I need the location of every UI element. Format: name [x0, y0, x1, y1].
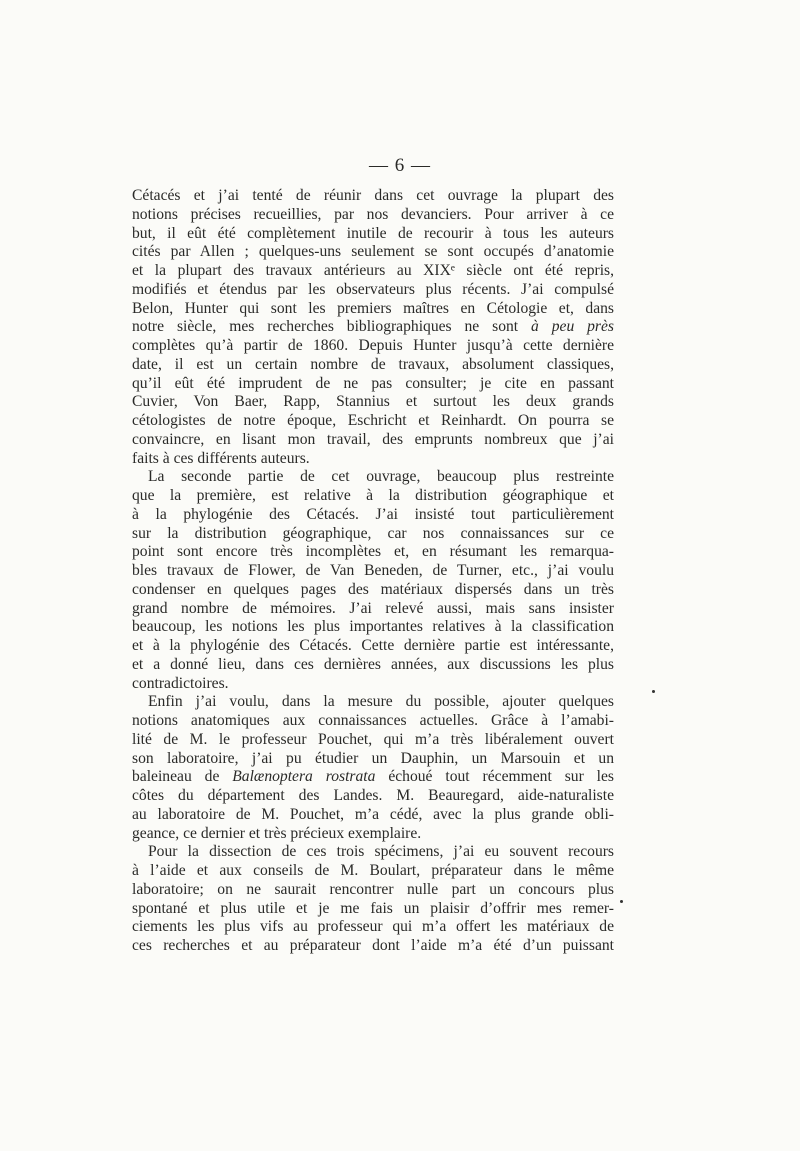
text-line [132, 262, 614, 281]
text-line [132, 918, 614, 937]
line-italic-text: Balænoptera rostrata [232, 768, 376, 786]
line-text: côtes du département des Landes. M. Beauregard, aide-naturaliste [132, 787, 614, 804]
line-text: que la première, est relative à la distribution géographique et [132, 487, 614, 504]
text-line [132, 806, 614, 825]
line-text: notre siècle, mes recherches bibliographiques ne sont [132, 318, 519, 336]
text-line [132, 600, 614, 619]
line-text: lité de M. le professeur Pouchet, qui m’a très libéralement ouvert [132, 730, 614, 748]
line-text: notions précises recueillies, par nos devanciers. Pour arriver à ce [132, 205, 614, 223]
line-text: bles travaux de Flower, de Van Beneden, de Turner, etc., j’ai voulu [132, 562, 614, 579]
text-line [132, 693, 614, 712]
text-line [132, 506, 614, 525]
text-line [132, 412, 614, 431]
text-line [132, 581, 614, 600]
line-text: ciements les plus vifs au professeur qui m’a offert les matériaux de [132, 918, 614, 936]
page-number: — 6 — [369, 155, 431, 176]
text-line [132, 487, 614, 506]
text-line [132, 712, 614, 731]
line-text: notions anatomiques aux connaissances actuelles. Grâce à l’amabi- [132, 712, 614, 729]
text-line [132, 843, 614, 862]
line-text: Pour la dissection de ces trois spécimens, j’ai eu souvent recours [148, 843, 614, 861]
text-line [132, 543, 614, 562]
line-text: grand nombre de mémoires. J’ai relevé aussi, mais sans insister [132, 599, 614, 617]
line-text: qu’il eût été imprudent de ne pas consulter; je cite en passant [132, 374, 614, 392]
text-line [132, 281, 614, 300]
text-line [132, 468, 614, 487]
body-text [132, 187, 614, 956]
line-text: Cuvier, Von Baer, Rapp, Stannius et surtout les deux grands [132, 393, 614, 411]
line-text: complètes qu’à partir de 1860. Depuis Hunter jusqu’à cette dernière [132, 337, 614, 354]
line-text: La seconde partie de cet ouvrage, beaucoup plus restreinte [148, 468, 614, 486]
line-text: but, il eût été complètement inutile de recourir à tous les auteurs [132, 224, 614, 242]
line-text: son laboratoire, j’ai pu étudier un Dauphin, un Marsouin et un [132, 749, 614, 767]
line-text-after: échoué tout récemment sur les [388, 768, 614, 786]
text-line [132, 675, 614, 694]
text-line [132, 243, 614, 262]
text-line [132, 525, 614, 544]
text-line [132, 562, 614, 581]
text-line [132, 618, 614, 637]
text-line [132, 937, 614, 956]
line-text: sur la distribution géographique, car nos connaissances sur ce [132, 524, 614, 542]
text-line [132, 450, 614, 469]
text-line [132, 393, 614, 412]
line-text: et à la phylogénie des Cétacés. Cette dernière partie est intéressante, [132, 637, 614, 654]
text-line [132, 656, 614, 675]
line-text: cétologistes de notre époque, Eschricht et Reinhardt. On pourra se [132, 412, 614, 429]
line-italic-text: à peu près [531, 318, 614, 336]
line-text: contradictoires. [132, 674, 229, 692]
line-text: laboratoire; on ne saurait rencontrer nulle part un concours plus [132, 880, 614, 898]
line-text: geance, ce dernier et très précieux exemplaire. [132, 824, 422, 842]
text-line [132, 768, 614, 787]
speck-mark [620, 900, 623, 903]
line-text: condenser en quelques pages des matériaux dispersés dans un très [132, 580, 614, 598]
line-text: à l’aide et aux conseils de M. Boulart, préparateur dans le même [132, 862, 614, 879]
text-line [132, 225, 614, 244]
text-line [132, 862, 614, 881]
text-line [132, 881, 614, 900]
line-text: convaincre, en lisant mon travail, des emprunts nombreux que j’ai [132, 430, 614, 448]
line-text: beaucoup, les notions les plus importantes relatives à la classification [132, 618, 614, 636]
line-text: modifiés et étendus par les observateurs plus récents. J’ai compulsé [132, 280, 614, 298]
speck-mark [652, 690, 655, 693]
text-line [132, 300, 614, 319]
text-line [132, 337, 614, 356]
text-line [132, 637, 614, 656]
line-text: ces recherches et au préparateur dont l’aide m’a été d’un puissant [132, 937, 614, 954]
line-text: date, il est un certain nombre de travaux, absolument classiques, [132, 355, 614, 373]
line-text: à la phylogénie des Cétacés. J’ai insisté tout particulièrement [132, 505, 614, 523]
text-line [132, 900, 614, 919]
text-line [132, 187, 614, 206]
line-text: baleineau de [132, 768, 220, 786]
text-line [132, 356, 614, 375]
text-line [132, 825, 614, 844]
line-text: point sont encore très incomplètes et, en résumant les remarqua- [132, 543, 614, 561]
line-text: Cétacés et j’ai tenté de réunir dans cet ouvrage la plupart des [132, 187, 614, 204]
line-text: cités par Allen ; quelques-uns seulement se sont occupés d’anatomie [132, 243, 614, 261]
line-text: spontané et plus utile et je me fais un plaisir d’offrir mes remer- [132, 899, 614, 917]
text-line [132, 750, 614, 769]
line-text: faits à ces différents auteurs. [132, 449, 310, 467]
line-text: Belon, Hunter qui sont les premiers maîtres en Cétologie et, dans [132, 299, 614, 317]
text-line [132, 731, 614, 750]
line-text: et a donné lieu, dans ces dernières années, aux discussions les plus [132, 655, 614, 673]
text-line [132, 787, 614, 806]
text-line [132, 206, 614, 225]
text-line [132, 318, 614, 337]
line-text: et la plupart des travaux antérieurs au XIXᵉ siècle ont été repris, [132, 262, 614, 279]
text-line [132, 375, 614, 394]
line-text: au laboratoire de M. Pouchet, m’a cédé, avec la plus grande obli- [132, 805, 614, 823]
line-text: Enfin j’ai voulu, dans la mesure du possible, ajouter quelques [148, 693, 614, 711]
text-line [132, 431, 614, 450]
